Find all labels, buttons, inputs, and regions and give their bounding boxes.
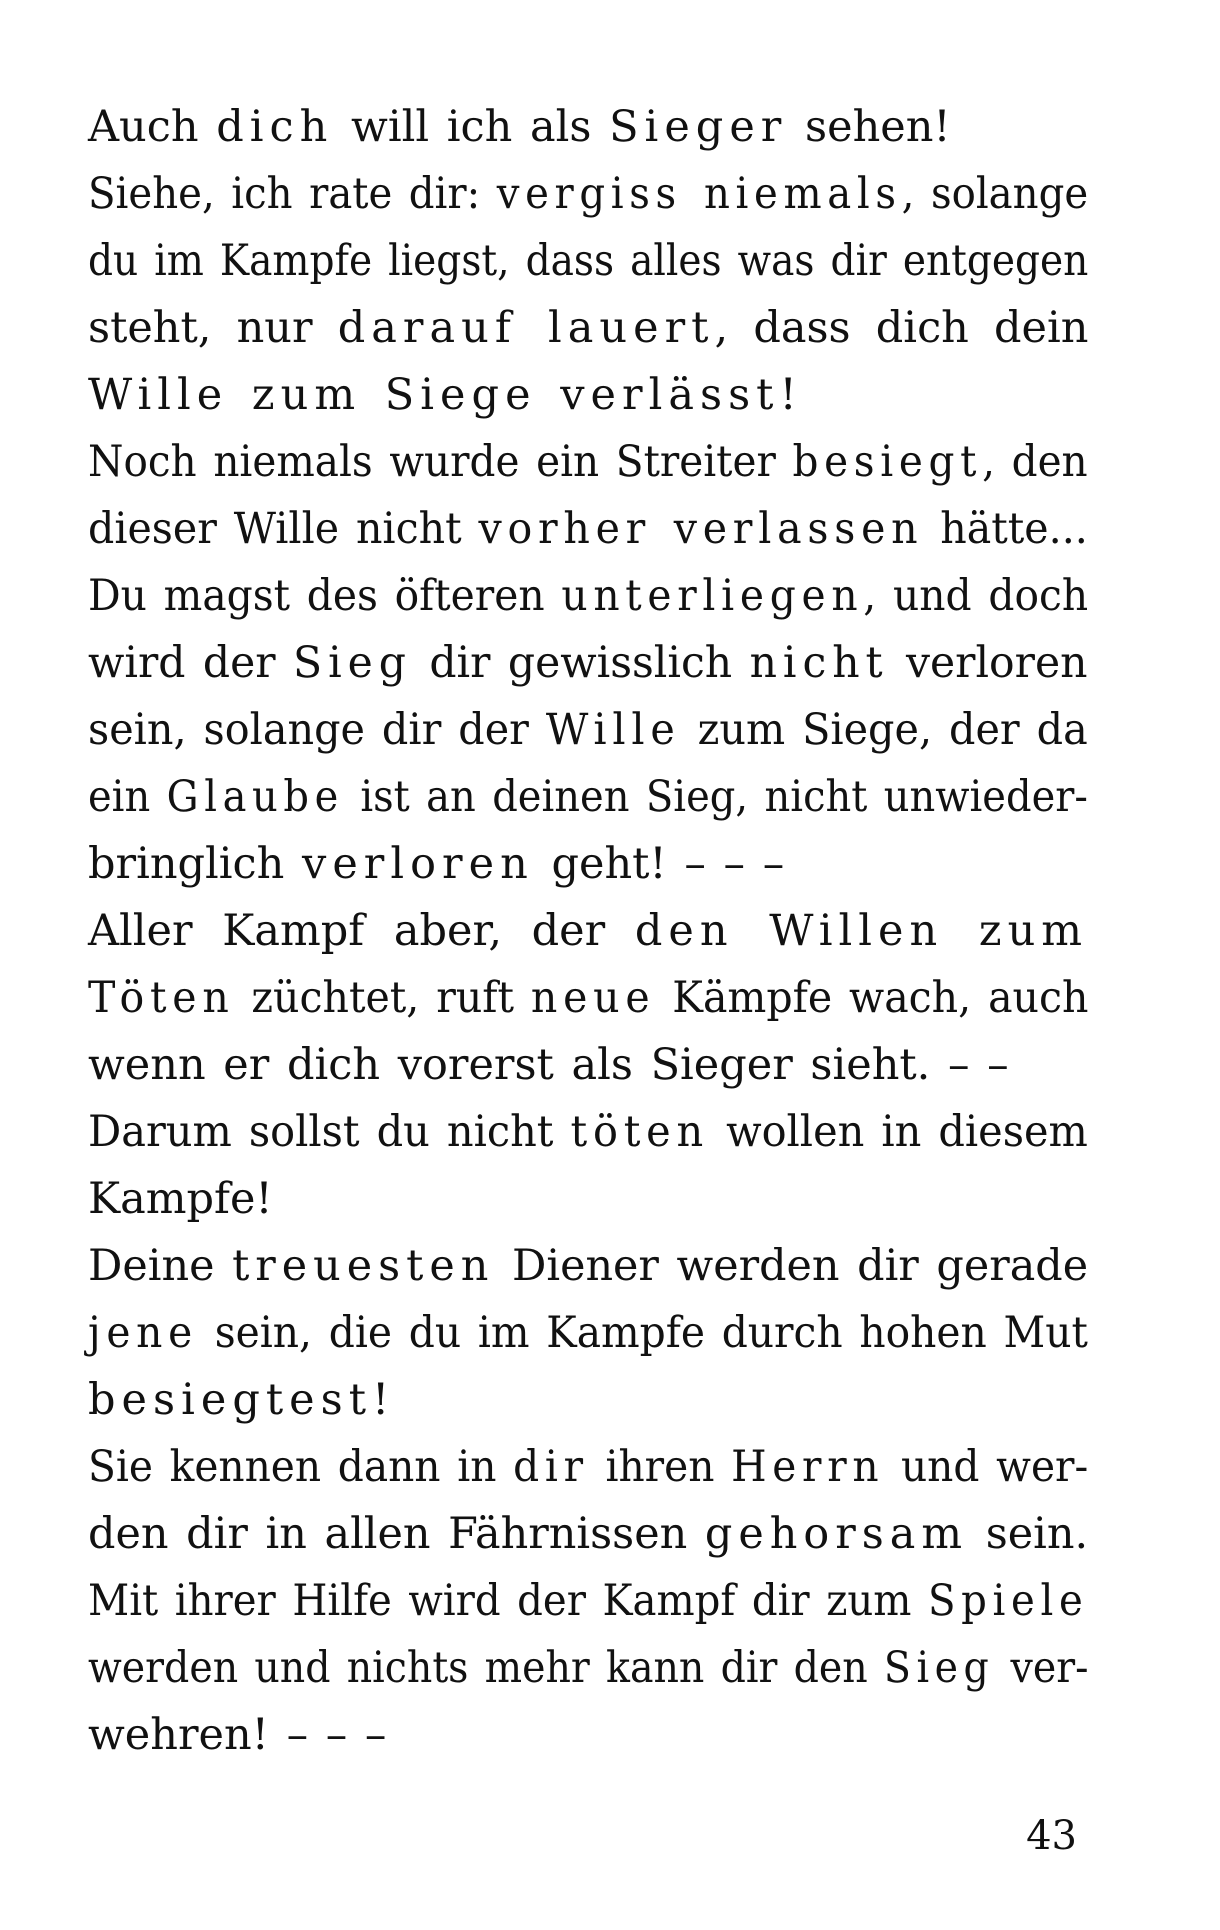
text-run: wird der [88,638,294,688]
text-line [88,496,1088,563]
text-run: , und doch [863,571,1089,621]
emphasized-text: Sieg [883,1643,995,1693]
text-run: Kämpfe wach, auch [655,973,1089,1023]
text-run: wenn er dich vorerst als Sieger sieht. – – [88,1040,1009,1090]
text-run: sehen! [787,102,951,152]
text-run: geht! – – – [533,839,785,889]
text-run: ist an deinen Sieg, nicht unwieder- [343,772,1088,822]
text-line [88,1300,1088,1367]
text-line [88,1434,1089,1501]
text-run: werden und nichts mehr kann dir den [88,1643,884,1693]
text-run: Darum sollst du nicht [88,1107,571,1157]
text-run: wollen in diesem [709,1107,1088,1157]
emphasized-text: Glaube [166,772,344,822]
emphasized-text: Töten [88,973,235,1023]
text-line [88,1032,1088,1099]
emphasized-text: töten [570,1107,710,1157]
text-run: dieser Wille nicht [88,504,479,554]
text-run: dir gewisslich [411,638,750,688]
emphasized-text: Spiele [927,1576,1089,1626]
text-run: hätte... [923,504,1088,554]
text-line [88,764,1088,831]
text-run: , solange [901,169,1089,219]
text-run: Mit ihrer Hilfe wird der Kampf dir zum [88,1576,928,1626]
text-line [88,1635,1089,1702]
emphasized-text: neue [530,973,656,1023]
emphasized-text: vorher verlassen [478,504,924,554]
emphasized-text: Sieg [293,638,412,688]
text-line [88,94,1088,161]
emphasized-text: Herrn [731,1442,885,1492]
text-line [88,295,1088,362]
page-number: 43 [1026,1813,1077,1859]
text-run: Deine [88,1241,233,1291]
emphasized-text: darauf lauert [337,303,715,353]
text-line [88,1099,1088,1166]
text-run: ver- [994,1643,1089,1693]
body-text [88,94,1088,1769]
text-run: steht, nur [88,303,338,353]
text-line [88,831,1088,898]
text-run: will ich als [333,102,610,152]
text-line [88,1568,1089,1635]
emphasized-text: treuesten [232,1241,495,1291]
emphasized-text: dir [513,1442,589,1492]
text-run: bringlich [88,839,303,889]
emphasized-text: Sieger [609,102,788,152]
emphasized-text: besiegtest! [88,1375,396,1425]
emphasized-text: verloren [302,839,534,889]
text-run: sein, solange dir der [88,705,546,755]
text-run: , den [982,437,1088,487]
emphasized-text: besiegt [792,437,983,487]
text-run: zum Siege, der da [680,705,1088,755]
text-run: sein. [968,1509,1089,1559]
text-run: ein [88,772,167,822]
emphasized-text: den Willen zum [634,906,1089,956]
text-line [88,1367,1088,1434]
text-run: und wer- [884,1442,1089,1492]
text-line [88,1702,1088,1769]
text-run: den dir in allen Fährnissen [88,1509,705,1559]
text-line [88,563,1089,630]
text-run: sein, die du im Kampfe durch hohen Mut [197,1308,1088,1358]
text-line [88,1501,1089,1568]
text-line [88,697,1088,764]
text-line [88,362,1088,429]
emphasized-text: unterliegen [561,571,864,621]
text-line [88,898,1088,965]
text-line [88,429,1088,496]
text-run: Kampfe! [88,1174,273,1224]
text-run: wehren! – – – [88,1710,387,1760]
text-run: Sie kennen dann in [88,1442,514,1492]
text-run: Noch niemals wurde ein Streiter [88,437,793,487]
text-line [88,161,1089,228]
emphasized-text: jene [88,1308,198,1358]
text-line [88,965,1089,1032]
text-line [88,630,1088,697]
text-run: Du magst des öfteren [88,571,562,621]
emphasized-text: dich [216,102,334,152]
text-line [88,1166,1088,1233]
emphasized-text: Wille [545,705,681,755]
text-run: züchtet, ruft [234,973,531,1023]
emphasized-text: Wille zum Siege verlässt! [88,370,803,420]
text-run: du im Kampfe liegst, dass alles was dir entgegen [88,236,1089,286]
emphasized-text: gehorsam [704,1509,969,1559]
text-run: Diener werden dir gerade [494,1241,1089,1291]
emphasized-text: nicht [749,638,889,688]
text-run: Siehe, ich rate dir: [88,169,497,219]
emphasized-text: vergiss niemals [496,169,902,219]
text-run: , dass dich dein [714,303,1089,353]
text-run: verloren [888,638,1088,688]
text-run: ihren [588,1442,732,1492]
text-line [88,228,1089,295]
text-line [88,1233,1089,1300]
text-run: Auch [88,102,217,152]
text-run: Aller Kampf aber, der [88,906,635,956]
